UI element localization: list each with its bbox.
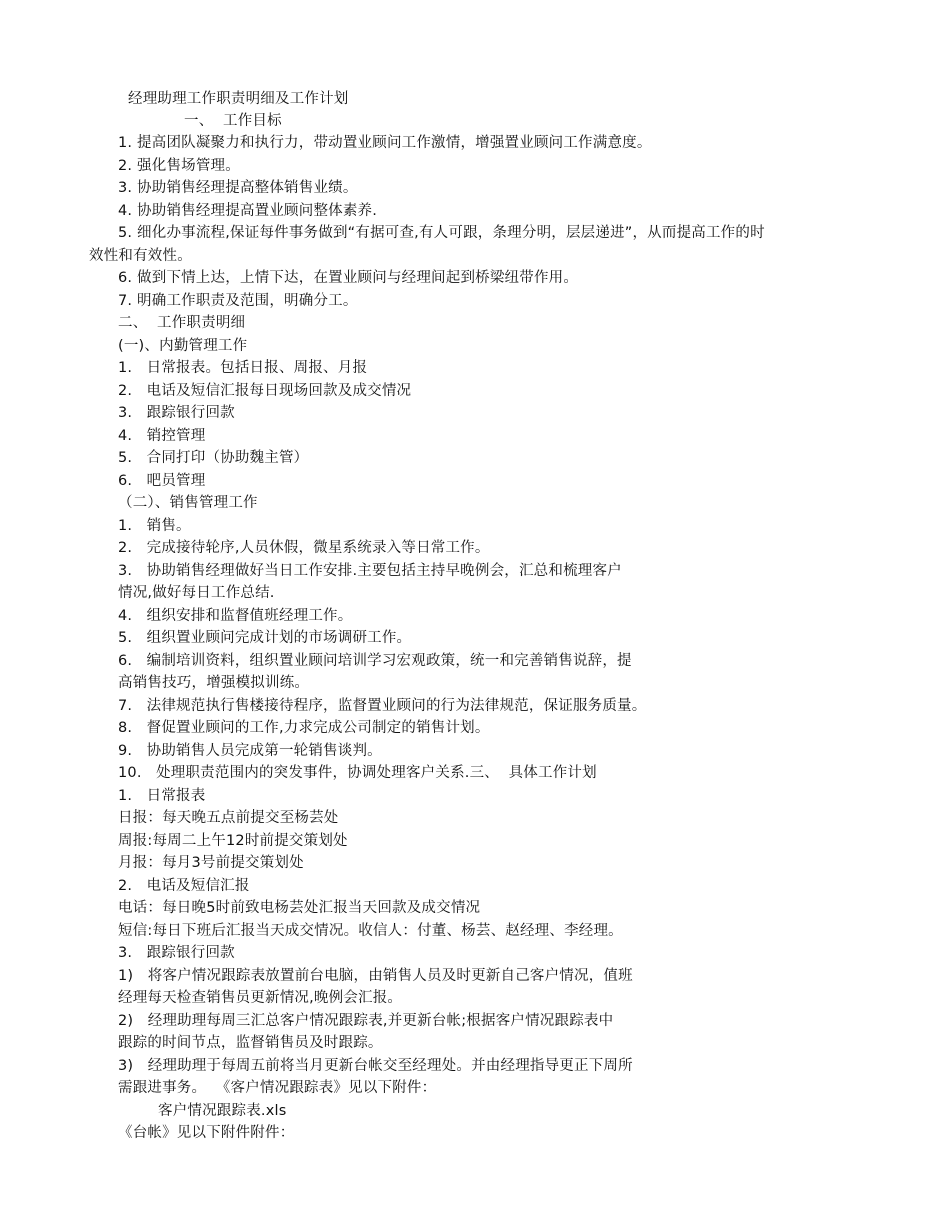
document-title: 经理助理工作职责明细及工作计划 xyxy=(128,91,349,107)
list-item: 1. 日常报表。包括日报、周报、月报 xyxy=(118,360,368,376)
list-item: 2. 电话及短信汇报 xyxy=(118,878,250,894)
text-line: 电话：每日晚5时前致电杨芸处汇报当天回款及成交情况 xyxy=(118,900,481,916)
list-item: 6. 吧员管理 xyxy=(118,473,206,489)
list-item: 2. 完成接待轮序,人员休假，微星系统录入等日常工作。 xyxy=(118,540,490,556)
list-item: 1) 将客户情况跟踪表放置前台电脑，由销售人员及时更新自己客户情况，值班 xyxy=(118,968,633,984)
text-line: 4. 协助销售经理提高置业顾问整体素养. xyxy=(118,203,378,219)
text-line: 7. 明确工作职责及范围，明确分工。 xyxy=(118,293,358,309)
list-item: 8. 督促置业顾问的工作,力求完成公司制定的销售计划。 xyxy=(118,720,490,736)
list-item: 1. 销售。 xyxy=(118,518,191,534)
list-item: 4. 组织安排和监督值班经理工作。 xyxy=(118,608,353,624)
section-heading: 二、 工作职责明细 xyxy=(118,315,246,331)
text-line: 3. 协助销售经理提高整体销售业绩。 xyxy=(118,180,358,196)
list-item: 3. 跟踪银行回款 xyxy=(118,945,235,961)
list-item: 5. 组织置业顾问完成计划的市场调研工作。 xyxy=(118,630,412,646)
subsection-heading: （二）、销售管理工作 xyxy=(118,495,258,511)
list-item: 3) 经理助理于每周五前将当月更新台帐交至经理处。并由经理指导更正下周所 xyxy=(118,1058,633,1074)
text-line: 6. 做到下情上达，上情下达，在置业顾问与经理间起到桥梁纽带作用。 xyxy=(118,270,579,286)
text-line: 短信:每日下班后汇报当天成交情况。收信人：付董、杨芸、赵经理、李经理。 xyxy=(118,923,623,939)
text-line: 需跟进事务。 《客户情况跟踪表》见以下附件： xyxy=(118,1080,437,1096)
list-item: 1. 日常报表 xyxy=(118,788,206,804)
text-line: 效性和有效性。 xyxy=(89,248,192,264)
list-item: 3. 协助销售经理做好当日工作安排.主要包括主持早晚例会，汇总和梳理客户 xyxy=(118,563,622,579)
text-line: 高销售技巧，增强模拟训练。 xyxy=(118,675,310,691)
text-line: 经理每天检查销售员更新情况,晚例会汇报。 xyxy=(118,990,403,1006)
list-item: 9. 协助销售人员完成第一轮销售谈判。 xyxy=(118,743,382,759)
text-line: 日报：每天晚五点前提交至杨芸处 xyxy=(118,810,339,826)
list-item: 2) 经理助理每周三汇总客户情况跟踪表,并更新台帐;根据客户情况跟踪表中 xyxy=(118,1013,614,1029)
list-item: 3. 跟踪银行回款 xyxy=(118,405,235,421)
text-line: 2. 强化售场管理。 xyxy=(118,158,240,174)
text-line: 月报：每月3号前提交策划处 xyxy=(118,855,304,871)
text-line: 跟踪的时间节点，监督销售员及时跟踪。 xyxy=(118,1035,383,1051)
list-item: 5. 合同打印（协助魏主管） xyxy=(118,450,309,466)
text-line: 情况,做好每日工作总结. xyxy=(118,585,275,601)
attachment-filename: 客户情况跟踪表.xls xyxy=(158,1103,287,1119)
text-line: 5. 细化办事流程,保证每件事务做到“有据可查,有人可跟，条理分明，层层递进”，从而提高工作的时 xyxy=(118,225,765,241)
subsection-heading: (一)、内勤管理工作 xyxy=(118,338,248,354)
list-item: 4. 销控管理 xyxy=(118,428,206,444)
list-item: 6. 编制培训资料，组织置业顾问培训学习宏观政策，统一和完善销售说辞，提 xyxy=(118,653,632,669)
list-item: 10. 处理职责范围内的突发事件，协调处理客户关系.三、 具体工作计划 xyxy=(118,765,597,781)
section-heading: 一、 工作目标 xyxy=(184,113,282,129)
text-line: 周报:每周二上午12时前提交策划处 xyxy=(118,833,348,849)
text-line: 《台帐》见以下附件附件： xyxy=(118,1125,295,1141)
list-item: 7. 法律规范执行售楼接待程序，监督置业顾问的行为法律规范，保证服务质量。 xyxy=(118,698,647,714)
text-line: 1. 提高团队凝聚力和执行力，带动置业顾问工作激情，增强置业顾问工作满意度。 xyxy=(118,135,652,151)
list-item: 2. 电话及短信汇报每日现场回款及成交情况 xyxy=(118,383,412,399)
